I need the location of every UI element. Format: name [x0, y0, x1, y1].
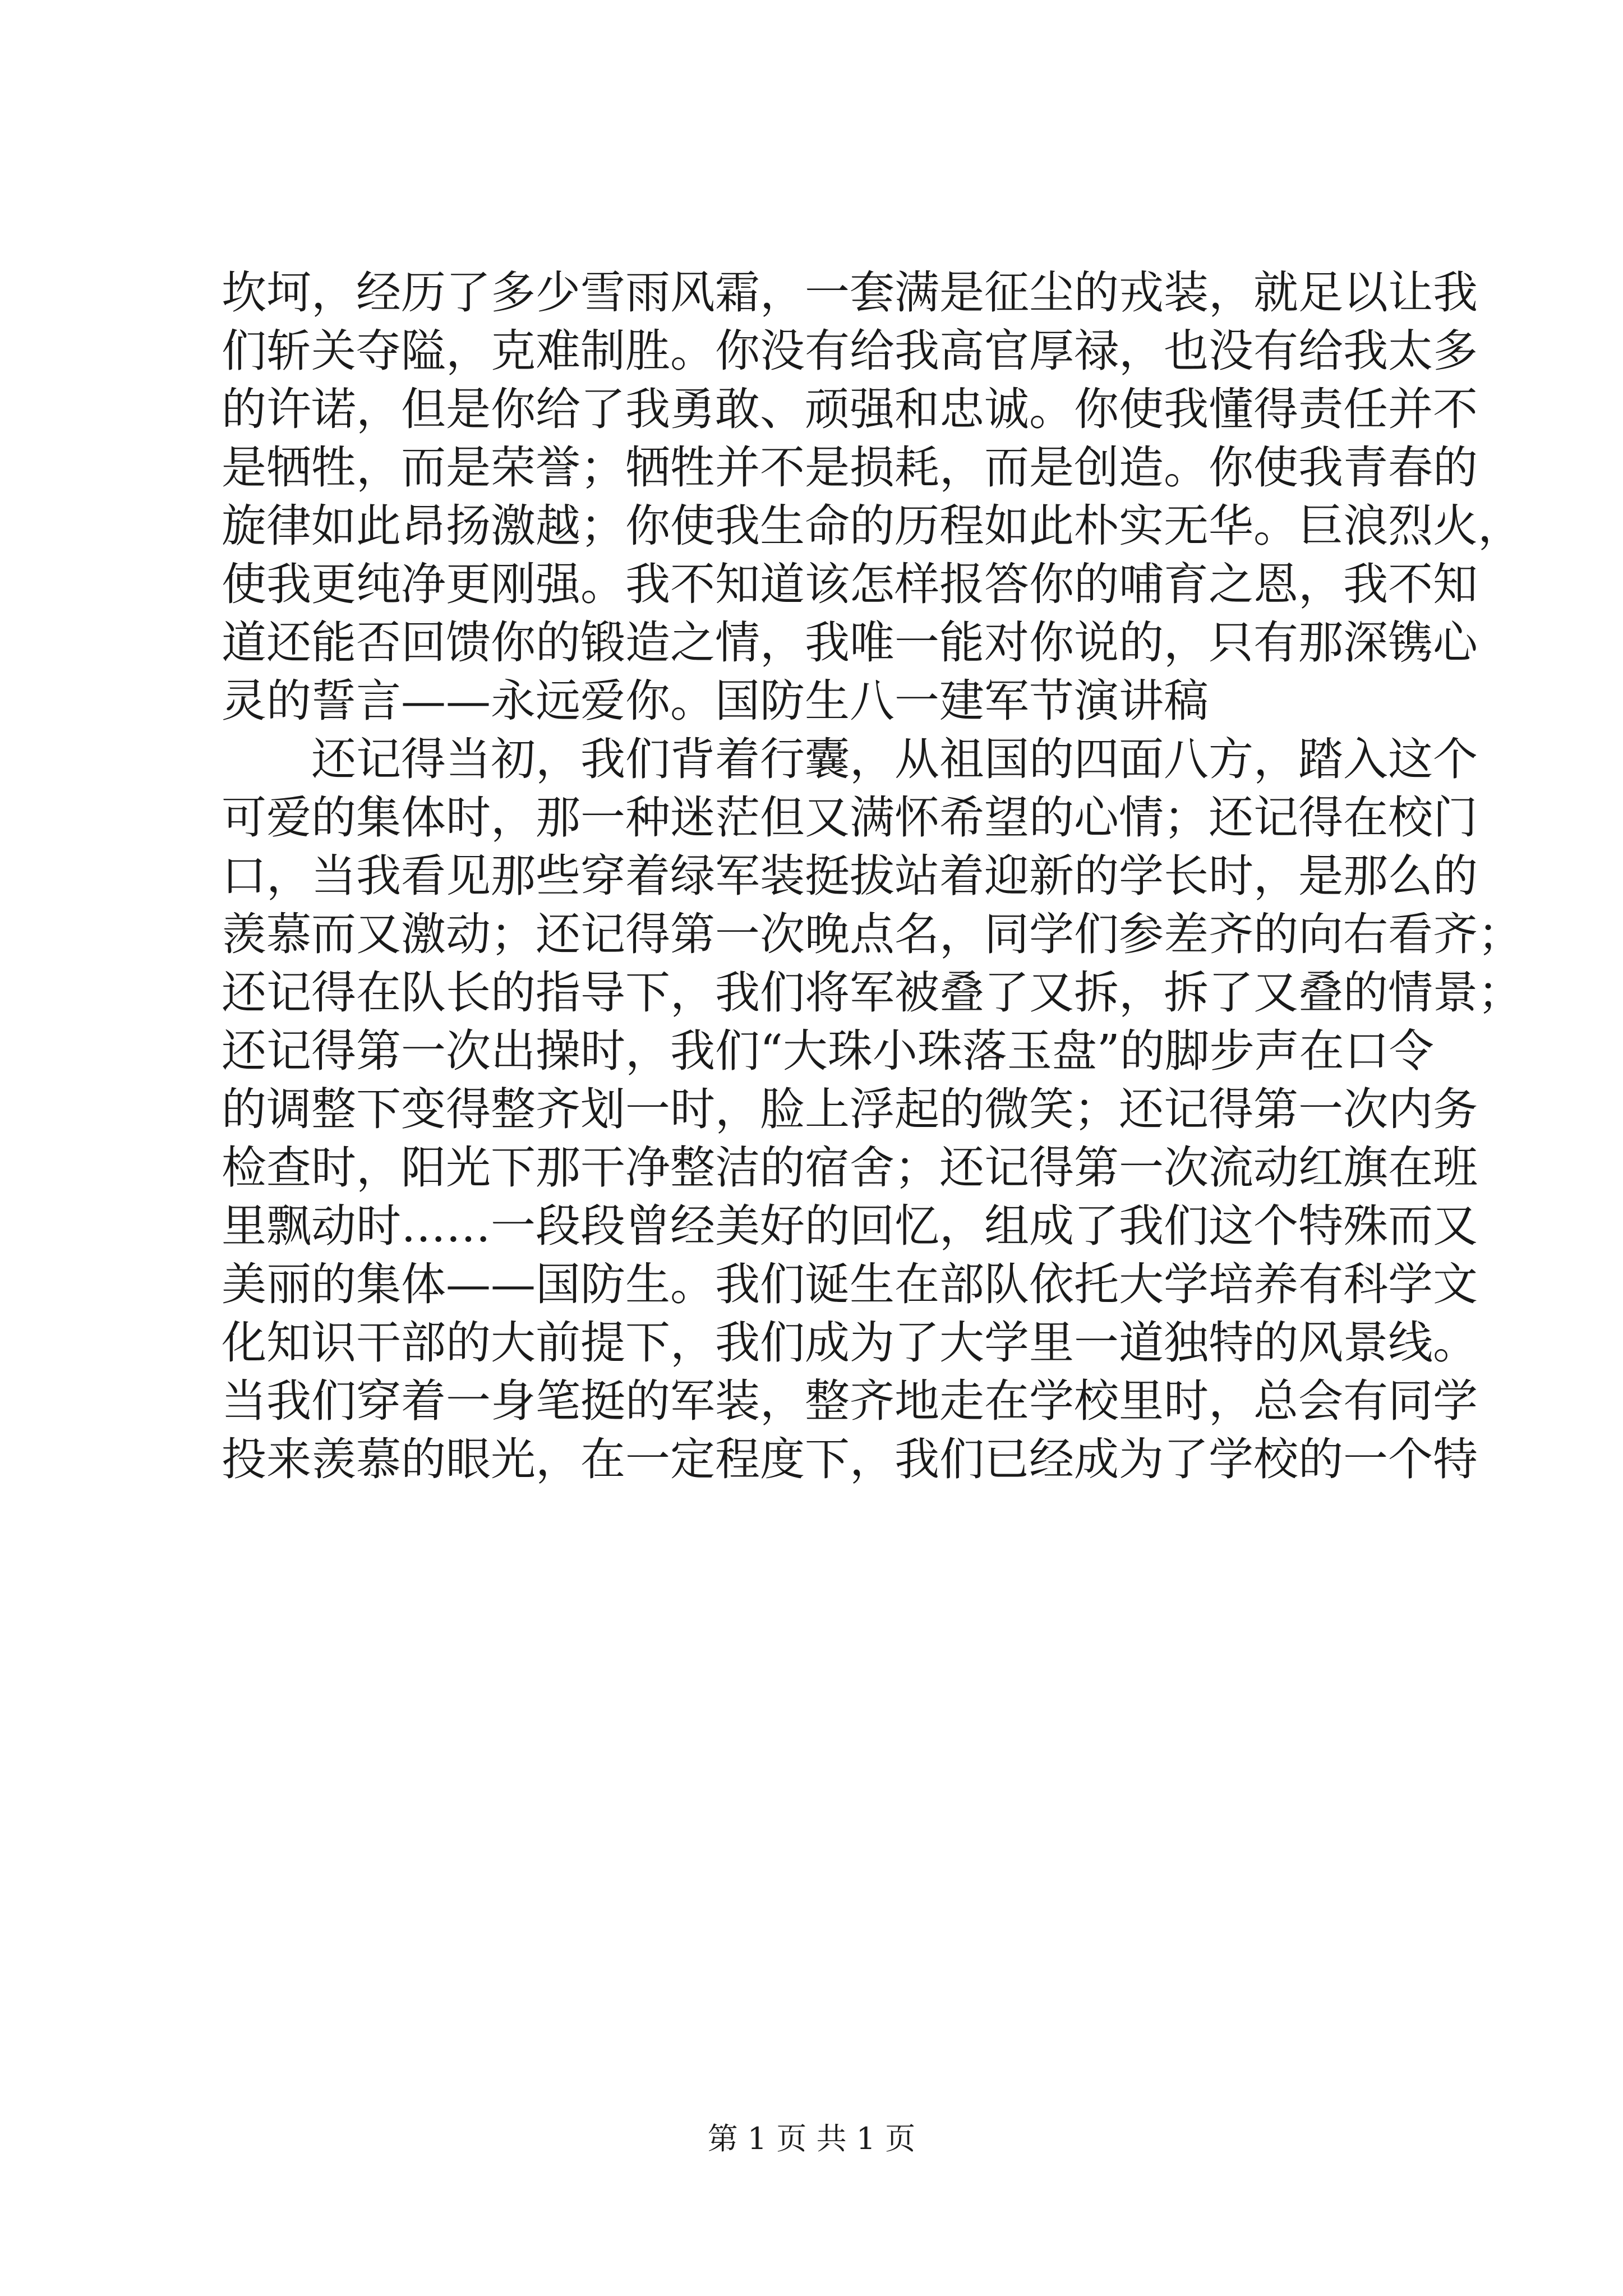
- text-line-7: 道还能否回馈你的锻造之情，我唯一能对你说的，只有那深镌心: [222, 616, 1478, 669]
- text-line-18: 美丽的集体——国防生。我们诞生在部队依托大学培养有科学文: [222, 1258, 1478, 1310]
- text-line-21: 投来羡慕的眼光，在一定程度下，我们已经成为了学校的一个特: [222, 1433, 1478, 1485]
- text-line-9: 还记得当初，我们背着行囊，从祖国的四面八方，踏入这个: [311, 733, 1478, 785]
- text-line-4: 是牺牲，而是荣誉；牺牲并不是损耗，而是创造。你使我青春的: [222, 441, 1478, 494]
- text-line-3: 的许诺，但是你给了我勇敢、顽强和忠诚。你使我懂得责任并不: [222, 383, 1478, 435]
- text-line-1: 坎坷，经历了多少雪雨风霜，一套满是征尘的戎装，就足以让我: [222, 266, 1478, 319]
- document-body: [222, 264, 1523, 1489]
- text-line-19: 化知识干部的大前提下，我们成为了大学里一道独特的风景线。: [222, 1317, 1478, 1369]
- text-line-8: 灵的誓言——永远爱你。国防生八一建军节演讲稿: [222, 675, 1209, 727]
- text-line-20: 当我们穿着一身笔挺的军装，整齐地走在学校里时，总会有同学: [222, 1375, 1478, 1427]
- text-line-15: 的调整下变得整齐划一时，脸上浮起的微笑；还记得第一次内务: [222, 1083, 1478, 1135]
- text-line-12: 羡慕而又激动；还记得第一次晚点名，同学们参差齐的向右看齐；: [222, 908, 1523, 960]
- text-line-17: 里飘动时……一段段曾经美好的回忆，组成了我们这个特殊而又: [222, 1200, 1478, 1252]
- text-line-14: 还记得第一次出操时，我们“大珠小珠落玉盘”的脚步声在口令: [222, 1025, 1434, 1077]
- text-line-16: 检查时，阳光下那干净整洁的宿舍；还记得第一次流动红旗在班: [222, 1142, 1478, 1194]
- text-line-13: 还记得在队长的指导下，我们将军被叠了又拆，拆了又叠的情景；: [222, 967, 1523, 1019]
- text-line-11: 口，当我看见那些穿着绿军装挺拔站着迎新的学长时，是那么的: [222, 850, 1478, 902]
- page-footer: 第 1 页 共 1 页: [707, 2121, 916, 2156]
- text-line-6: 使我更纯净更刚强。我不知道该怎样报答你的哺育之恩，我不知: [222, 558, 1478, 610]
- text-line-2: 们斩关夺隘，克难制胜。你没有给我高官厚禄，也没有给我太多: [222, 325, 1478, 377]
- text-line-5: 旋律如此昂扬激越；你使我生命的历程如此朴实无华。巨浪烈火，: [222, 500, 1523, 552]
- text-line-10: 可爱的集体时，那一种迷茫但又满怀希望的心情；还记得在校门: [222, 792, 1478, 844]
